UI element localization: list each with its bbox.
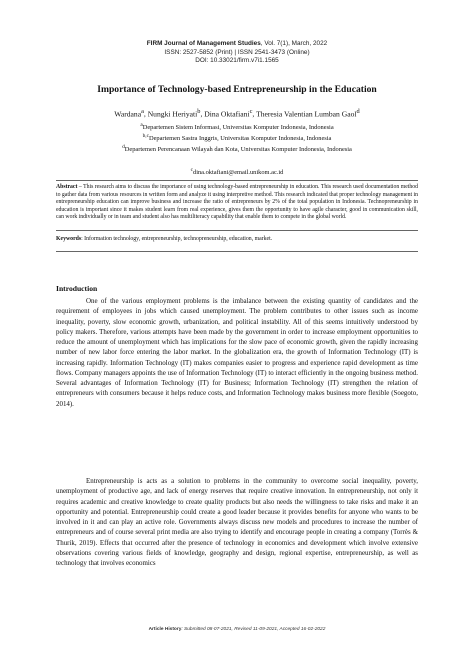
footer-dates: : Submitted 08-07-2021, Revised 11-09-2021, Accepted 16-02-2022 [181,627,326,632]
author-name: Dina Oktafiani [204,109,250,119]
affiliation-list [20,121,454,154]
author-sup: d [356,108,360,115]
keywords-label: Keywords [56,236,82,242]
journal-volume: , Vol. 7(1), March, 2022 [260,40,328,47]
section-heading: Introduction [56,284,98,293]
author-sup: b [197,108,201,115]
abstract-label: Abstract [56,184,78,190]
article-history-footer [0,627,474,632]
author-name: Nungki Heriyati [147,109,198,119]
body-paragraph: Entrepreneurship is acts as a solution to problems in the community to overcome social inequality, poverty, unemployment of productive age, and lack of energy reserves that require creative innovation. In entrepreneurship, not only it requires academic and creative knowledge to create quality products but also needs the willingness to take risks and make it an opportunity and potential. Entrepreneurship could create a good leader because it provides benefits for anyone who wants to be involved in it and can play an active role. Governments always discuss new models and procedures to increase the number of entrepreneurs and of course several print media are also trying to identify and encourage people in creating a company (Torrès & Thurik, 2019). Effects that occurred after the presence of technology in economics and development which involve extensive observations covering various fields of knowledge, geography and design, regional expertise, entrepreneurship, as well as technology that involves economics [56,477,418,567]
abstract-text: – This research aims to discuss the importance of using technology-based entrepreneurship in education. This research used documentation method to gather data from various resources in written form and analyze it using interpretive method. This research indicated that proper technology management in entrepreneurship education can improve business and increase the ratio of entrepreneurs by 2% of the total population in Indonesia. Technopreneurship in education is important since it makes student learn from real experience, gives them the opportunity to have agile character, good in communication skill, can work individually or in team and student also has multiliteracy capability that enable them to compete in the global world. [56,184,418,221]
journal-name: FIRM Journal of Management Studies [146,40,261,47]
author-name: Wardana [114,109,142,119]
keywords [56,236,418,244]
author-list: Wardana$^a$, Nungki Heriyati$^b$, Dina Oktafiani$^c$, Theresia Valentian Lumban Gaol$^d$ [114,108,360,119]
affiliation: $^d$Departemen Perencanaan Wilayah dan Kota, Universitas Komputer Indonesia, Indonesia [122,144,352,154]
keywords-text: : Information technology, entrepreneurship, technopreneurship, education, market. [81,236,273,242]
abstract [56,184,418,222]
author-name: Theresia Valentian Lumban Gaol [256,109,357,119]
email-link[interactable]: dina.oktafiani@email.unikom.ac.id [193,169,284,177]
paper-title: Importance of Technology-based Entrepreneurship in the Education [97,84,377,95]
abstract-top-rule [56,180,418,181]
affiliation: $^a$Departemen Sistem Informasi, Universitas Komputer Indonesia, Indonesia [140,122,334,132]
affiliation: $^{b,c}$Departemen Sastra Inggris, Universitas Komputer Indonesia, Indonesia [142,133,332,143]
journal-doi: DOI: 10.33021/firm.v7i1.1565 [195,57,279,65]
journal-line-1 [0,40,474,49]
body-paragraph: One of the various employment problems is the imbalance between the existing quantity of candidates and the requirement of employees in jobs which caused unemployment. The problem contributes to other issues such as income inequality, poverty, slow economic growth, urbanization, and political instability. All of this seems intuitively understood by policy makers. Therefore, various attempts have been made by the government in order to increase employment opportunities to reduce the amount of unemployment which has implications for the slow pace of economic growth, given the rapidly increasing number of new labor force entering the labor market. In the globalization era, the growth of Information Technology (IT) is increasing rapidly. Information Technology (IT) makes companies easier to progress and experience rapid development as time flows. Company managers appoints the use of Information Technology (IT) to interact efficiently in the ongoing business method. Several advantages of Information Technology (IT) for Business; Information Technology (IT) strengthen the relation of entrepreneurs with consumers because it helps reduce costs, and Information Technology makes business more flexible (Soegoto, 2014). [56,297,418,408]
author-sup: c [249,108,253,115]
footer-label: Article History [148,627,182,632]
journal-issn: ISSN: 2527-5852 (Print) | ISSN 2541-3473 (Online) [164,48,310,56]
keywords-rule [56,251,418,252]
journal-header [0,40,474,66]
author-sup: a [141,108,144,115]
corresponding-email: $^c$dina.oktafiani@email.unikom.ac.id [190,167,284,177]
abstract-bottom-rule [56,230,418,231]
